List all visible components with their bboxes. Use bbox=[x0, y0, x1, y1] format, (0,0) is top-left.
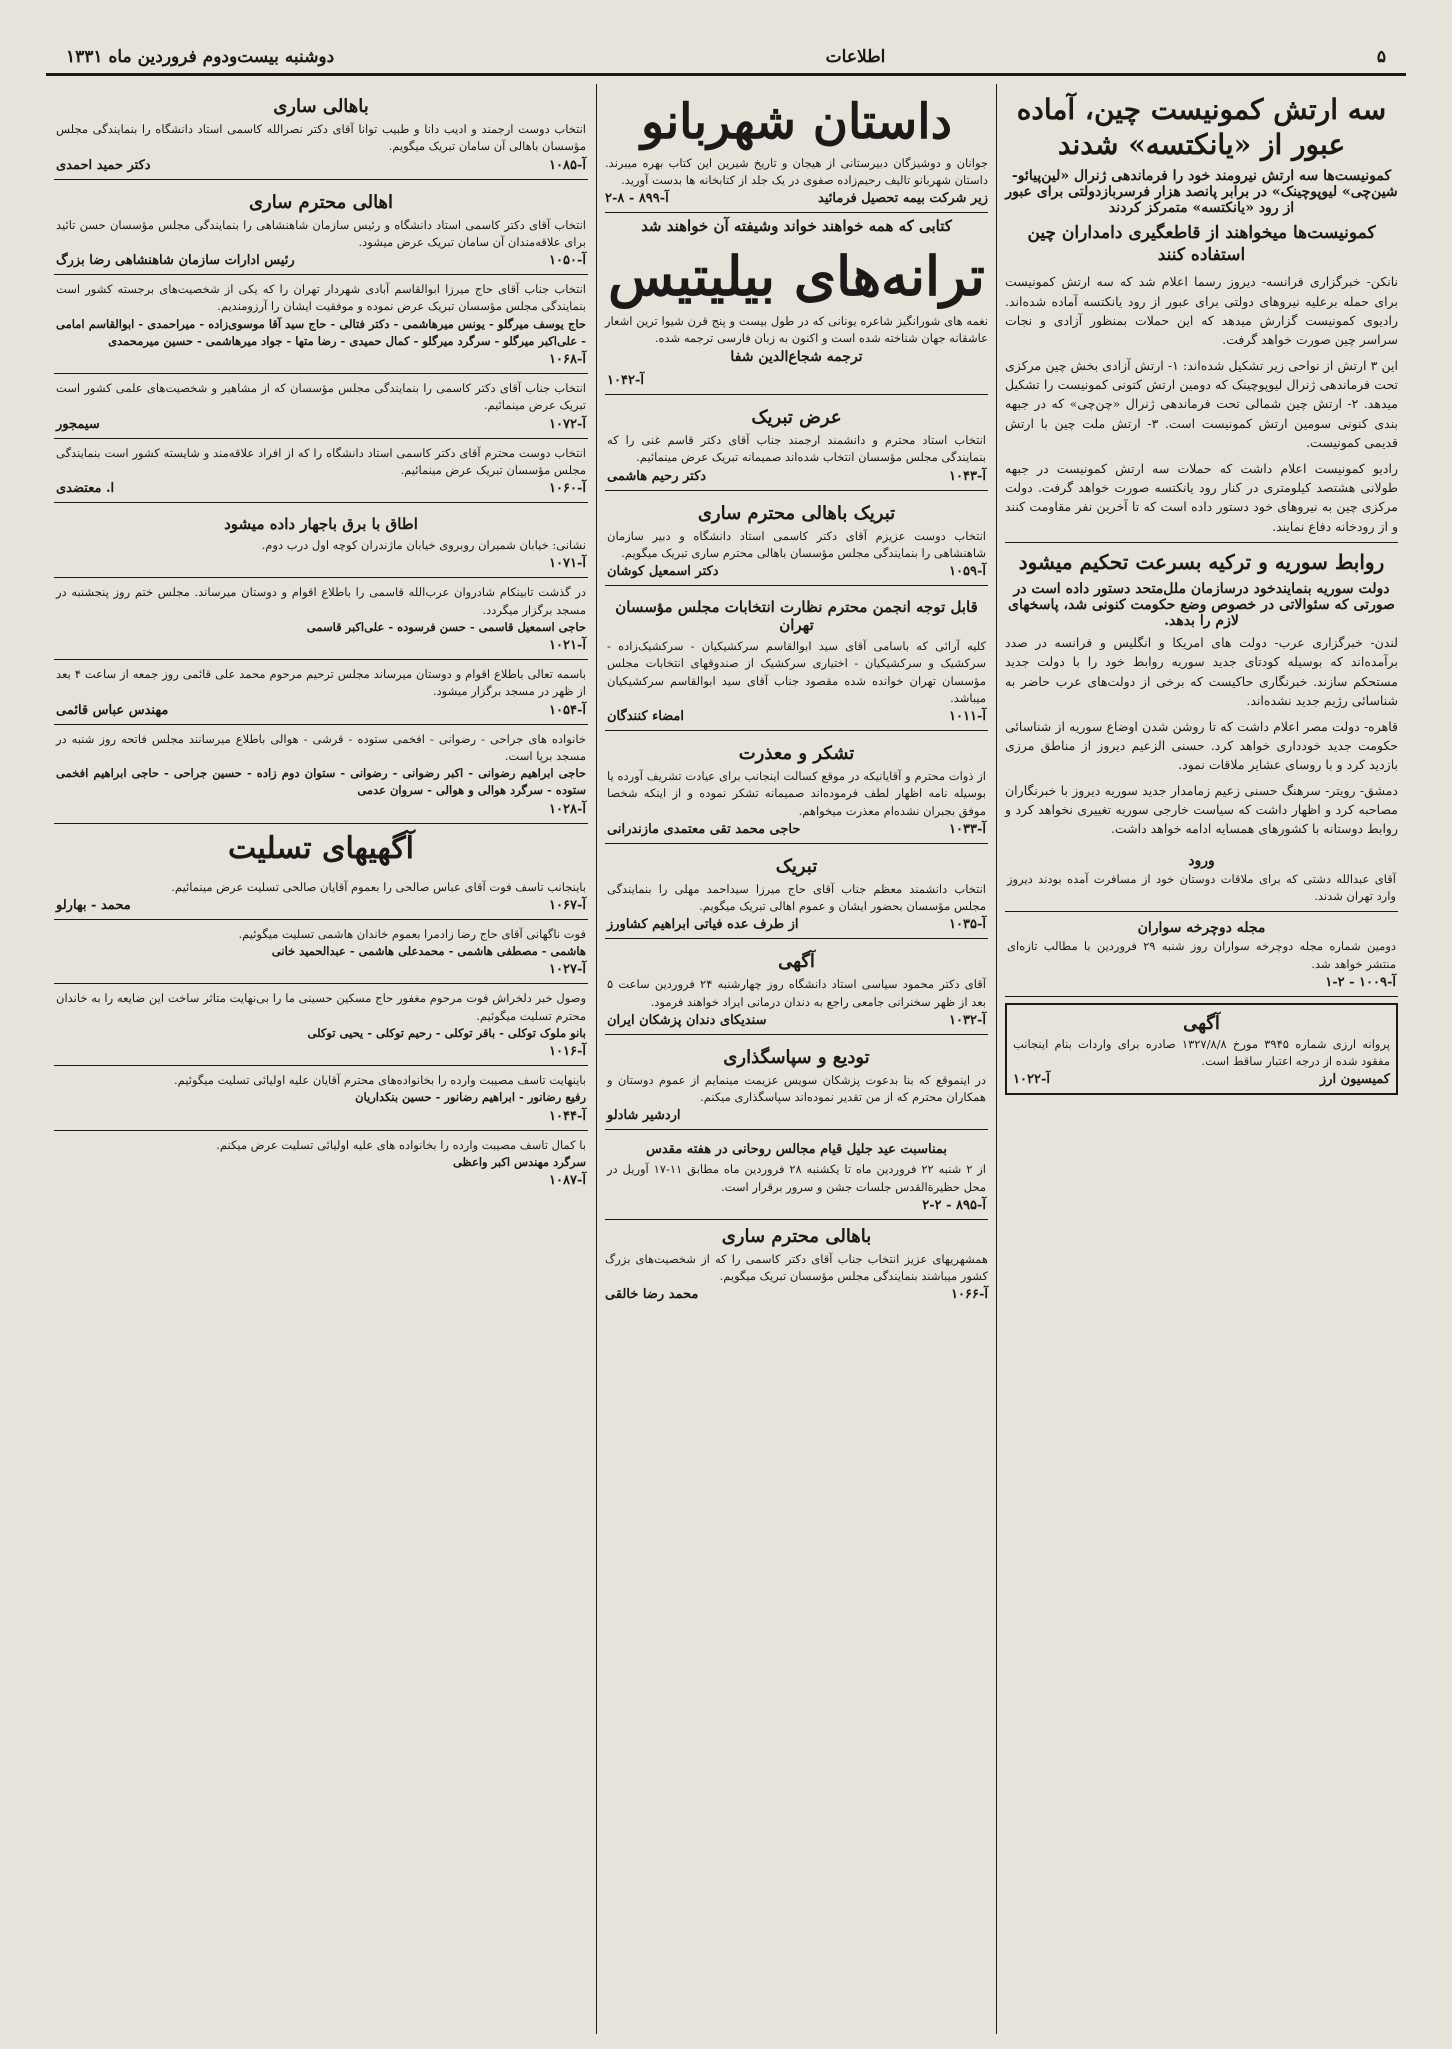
sari-bottom-notice: باهالی محترم ساری همشهریهای عزیز انتخاب جناب آقای دکتر کاسمی را که از شخصیت‌های بزرگ کشور میباشند بنمایندگی مجلس مؤسسان تبریک میگویم. آ-۱۰۶۶ محمد رضا خالقی bbox=[605, 1225, 988, 1303]
death-notice-2: باسمه تعالی باطلاع اقوام و دوستان میرساند مجلس ترحیم مرحوم محمد علی قائمی روز جمعه از ساعت ۴ بعد از ظهر در مسجد برگزار میشود. آ-۱۰۵۴ مهندس عباس قائمی bbox=[54, 660, 588, 725]
article-syria-p1: لندن- خبرگزاری عرب- دولت های امریکا و انگلیس و فرانسه در صدد برآمده‌اند که بوسیله کودتای جدید سوریه روابط خود را با دولت جدید مستحکم سازند. خبرنگاری حاکیست که برخی از دولت‌های عرب حاضر به شناسائی رژیم جدید نشده‌اند. bbox=[1005, 635, 1398, 709]
tabrik-notice: تبریک انتخاب دانشمند معظم جناب آقای حاج میرزا سیداحمد مهلی را بنمایندگی مجلس مؤسسان بحضور ایشان و عموم اهالی تبریک میگویم. آ-۱۰۳۵ از طرف عده فیاتی ابراهیم کشاورز bbox=[605, 844, 988, 940]
book-ad-line: کتابی که همه خواهند خواند وشیفته آن خواهند شد bbox=[605, 212, 988, 235]
room-rent-ad: اطاق با برق باجهار داده میشود نشانی: خیابان شمیران روبروی خیابان ماژندران کوچه اول درب دوم. آ-۱۰۷۱ bbox=[54, 503, 588, 578]
sari-notice-2: اهالی محترم ساری انتخاب آقای دکتر کاسمی استاد دانشگاه و رئیس سازمان شاهنشاهی را بنمایندگی مجلس مؤسسان حسن تائید برای علاقه‌مندان آن سامان تبریک عرض میشود. آ-۱۰۵۰ رئیس ادارات سازمان شاهنشاهی رضا بزرگ bbox=[54, 180, 588, 276]
farewell-notice: تودیع و سپاسگذاری در اینموقع که بنا بدعوت پزشکان سویس عزیمت مینمایم از عموم دوستان و همکاران محترم که از من تقدیر نموده‌اند سپاسگذاری میکنم. اردشیر شادلو bbox=[605, 1035, 988, 1131]
congrats-2: تبریک باهالی محترم ساری انتخاب دوست عزیزم آقای دکتر کاسمی استاد دانشگاه و دبیر سازمان شاهنشاهی را بنمایندگی مجلس مؤسسان باهالی محترم ساری تبریک میگویم. آ-۱۰۵۹ دکتر اسمعیل کوشان bbox=[605, 491, 988, 587]
subhead-china: کمونیست‌ها میخواهند از قاطعگیری دامداران چین استفاده کنند bbox=[1027, 223, 1376, 266]
article-china-p2: این ۳ ارتش از نواحی زیر تشکیل شده‌اند: ۱- ارتش آزادی بخش چین مرکزی تحت فرماندهی ژنرال لیوپوچینک که دومین ارتش کتونی کمونیست را تشکیل میدهد. ۲- ارتش چین شمالی تحت فرماندهی ژنرال «چن‌چی» که در جبهه بندی کنونی سومین ارتش کمونیست است. ۳- ارتش ملت چین با ارتش قدیمی کمونیست. bbox=[1005, 357, 1398, 451]
article-china-p3: رادیو کمونیست اعلام داشت که حملات سه ارتش کمونیست در جبهه طولانی هشتصد کیلومتری در کنار رود یانکتسه صورت خواهد گرفت. دولت مرکزی چین به نیروهای خود دستور داده است که تا آخرین نفر مقاومت کنند و از رودخانه دفاع نمایند. bbox=[1005, 460, 1398, 534]
issue-date: دوشنبه بیست‌ودوم فروردین ماه ۱۳۳۱ bbox=[66, 46, 335, 67]
congrats-1: عرض تبریک انتخاب استاد محترم و دانشمند ارجمند جناب آقای دکتر قاسم غنی را که بنمایندگی مجلس مؤسسان انتخاب شده‌اند صمیمانه تبریک عرض مینمائیم. آ-۱۰۴۳ دکتر رحیم هاشمی bbox=[605, 395, 988, 491]
cyclists-magazine-notice: مجله دوچرخه سواران دومین شماره مجله دوچرخه سواران روز شنبه ۲۹ فروردین با مطالب تازه‌ای منتشر خواهد شد. آ-۱۰۰۹ - ۲-۱ bbox=[1005, 912, 1398, 997]
songs-translator: ترجمه شجاع‌الدین شفا bbox=[730, 349, 863, 366]
condolence-rezvan: باینهایت تاسف مصیبت وارده را بخانواده‌های محترم آقایان علیه اولیائی تسلیت میگوئیم. رفیع رضانور - ابراهیم رضانور - حسین بنکداریان آ-۱۰۴۴ bbox=[54, 1066, 588, 1131]
lead-china: کمونیست‌ها سه ارتش نیرومند خود را فرماندهی ژنرال «لین‌پیائو-شین‌چی» لیوپوچینک» در برابر پانصد هزار فرسربازدولتی برای عبور از رود «یانکتسه» متمرکز کردند bbox=[1005, 168, 1398, 216]
thanks-notice: تشکر و معذرت از ذوات محترم و آقایانیکه در موقع کسالت اینجانب برای عیادت تشریف آورده یا بوسیله نامه اظهار لطف فرموده‌اند صمیمانه تشکر نموده و از اینکه شخصا موفق بجبران نشده‌ام معذرت میخواهم. آ-۱۰۳۳ حاجی محمد تقی معتمدی مازندرانی bbox=[605, 731, 988, 844]
headline-china: سه ارتش کمونیست چین، آماده عبور از «یانکتسه» شدند bbox=[1016, 93, 1387, 161]
article-china-p1: نانکن- خبرگزاری فرانسه- دیروز رسما اعلام شد که سه ارتش کمونیست برای حمله برعلیه نیروهای دولتی برای عبور از رود یانکتسه آماده شده‌اند. رادیوی کمونیست گزارش میدهد که این حملات بمنظور آزادی و نجات سراسر چین صورت خواهد گرفت. bbox=[1005, 274, 1398, 348]
condolence-last: با کمال تاسف مصیبت وارده را بخانواده های علیه اولیائی تسلیت عرض میکنم. سرگرد مهندس اکبر واعظی آ-۱۰۸۷ bbox=[216, 1137, 586, 1188]
tehran-notice: انتخاب جناب آقای حاج میرزا ابوالقاسم آبادی شهردار تهران را که یکی از شخصیت‌های برجسته کشور است بنمایندگی مجلس مؤسسان تبریک عرض نموده و موفقیت ایشان را آرزومندیم. حاج یوسف میرگلو - یونس میرهاشمی - دکتر فتالی - حاج سید آقا موسوی‌زاده - میراحمدی - ابوالقاسم امامی - علی‌اکبر میرگلو - سرگرد میرگلو - کمال حمیدی - رضا متها - جواد میرهاشمی - حسین میرمحمدی آ-۱۰۶۸ bbox=[54, 275, 588, 374]
songs-text: نغمه های شورانگیز شاعره یونانی که در طول بیست و پنج قرن شیوا ترین اشعار عاشقانه جهان شناخته شده است و اکنون به زبان فارسی ترجمه شده. bbox=[605, 313, 988, 345]
friend-notice: انتخاب دوست محترم آقای دکتر کاسمی استاد دانشگاه را که از افراد علاقه‌مند و شایسته کشور است بنمایندگی مجلس مؤسسان تبریک عرض مینمائیم. آ-۱۰۶۰ ا. معتضدی bbox=[54, 439, 588, 504]
election-council-notice: قابل توجه انجمن محترم نظارت انتخابات مجلس مؤسسان تهران کلیه آرائی که باسامی آقای سید ابوالقاسم سرکشیکیان - سرکشیک‌زاده - سرکشیک و سرکشیکیان - اختیاری سرکشیک از صندوقهای انتخابات مجلس مؤسسان تهران خوانده شده مقصود جناب آقای سید ابوالقاسم سرکشیکیان میباشد. آ-۱۰۱۱ امضاء کنندگان bbox=[605, 586, 988, 731]
serial-title: داستان شهربانو bbox=[641, 94, 952, 150]
middle-column: داستان شهربانو جوانان و دوشیزگان دبیرستانی از هیجان و تاریخ شیرین این کتاب بهره میبرند. داستان شهربانو تالیف رحیم‌زاده صفوی در یک جلد از کتابخانه ها بدست آورید. زیر شرکت بیمه تحصیل فرمائید آ-۸۹۹ - ۸-۲ کتابی که همه خواهند خواند وشیفته آن خواهند شد ترانه‌های بیلیتیس نغمه های شورانگیز شاعره یونانی که در طول بیست و پنج قرن شیوا ترین اشعار عاشقانه جهان شناخته شده است و اکنون به زبان فارسی ترجمه شده. ترجمه شجاع‌الدین شفا آ-۱۰۴۲ عرض تبریک انتخاب استاد محترم و دانشمند ارجمند جناب آقای دکتر قاسم غنی را که بنمایندگی مجلس مؤسسان انتخاب شده‌اند صمیمانه تبریک عرض مینمائیم. آ-۱۰۴۳ دکتر رحیم هاشمی تبریک باهالی محترم ساری انتخاب دوست عزیزم آقای دکتر کاسمی استاد دانشگاه و دبیر سازمان شاهنشاهی را بنمایندگی مجلس مؤسسان باهالی محترم ساری تبریک میگویم. آ-۱۰۵۹ دکتر اسمعیل کوشان قابل توجه انجمن محترم نظارت انتخابات مجلس مؤسسان تهران کلیه آرائی که باسامی آقای سید ابوالقاسم سرکشیکیان - سرکشیک‌زاده - سرکشیک و سرکشیکیان - اختیاری سرکشیک از صندوقهای انتخابات مجلس مؤسسان تهران خوانده شده مقصود جناب آقای سید ابوالقاسم سرکشیکیان میباشد. آ-۱۰۱۱ امضاء کنندگان تشکر و معذرت از ذوات محترم و آقایانیکه در موقع کسالت اینجانب برای عیادت تشریف آورده یا بوسیله نامه اظهار لطف فرموده‌اند صمیمانه تشکر نموده و از اینکه شخصا موفق بجبران نشده‌ام معذرت میخواهم. آ-۱۰۳۳ حاجی محمد تقی معتمدی مازندرانی تبریک انتخاب دانشمند معظم جناب آقای حاج میرزا سیداحمد مهلی را بنمایندگی مجلس مؤسسان بحضور ایشان و عموم اهالی تبریک میگویم. آ-۱۰۳۵ از طرف عده فیاتی ابراهیم کشاورز آگهی آقای دکتر محمود سیاسی استاد دانشگاه روز چهارشنبه ۲۴ فروردین ساعت ۵ بعد از ظهر سخنرانی جامعی راجع به دندان درمانی ایراد خواهند فرمود. آ-۱۰۳۲ سندیکای دندان پزشکان ایران تودیع و سپاسگذاری در اینموقع که بنا بدعوت پزشکان سویس عزیمت مینمایم از عموم دوستان و همکاران محترم که از من تقدیر نموده‌اند سپاسگذاری میکنم. اردشیر شادلو بمناسبت عید جلیل قیام مجالس روحانی در هفته مقدس از ۲ شنبه ۲۲ فروردین ماه تا یکشنبه ۲۸ فروردین ماه مطابق ۱۱-۱۷ آوریل در محل حظیرة‌القدس جلسات جشن و سرور برقرار است. آ-۸۹۵ - ۲-۲ باهالی محترم ساری همشهریهای عزیز انتخاب جناب آقای دکتر کاسمی را که از شخصیت‌های بزرگ کشور میباشند بنمایندگی مجلس مؤسسان تبریک میگویم. آ-۱۰۶۶ محمد رضا خالقی bbox=[596, 84, 996, 2034]
serial-text: جوانان و دوشیزگان دبیرستانی از هیجان و تاریخ شیرین این کتاب بهره میبرند. داستان شهربانو تالیف رحیم‌زاده صفوی در یک جلد از کتابخانه ها بدست آورید. bbox=[605, 155, 988, 188]
currency-notice: آگهی پروانه ارزی شماره ۳۹۴۵ مورخ ۱۳۲۷/۸/۸ صادره برای واردات بنام اینجانب مفقود شده از درجه اعتبار ساقط است. کمیسیون ارز آ-۱۰۲۲ bbox=[1005, 1003, 1398, 1096]
songs-title: ترانه‌های بیلیتیس bbox=[608, 244, 985, 309]
condolence-heading: آگهیهای تسلیت bbox=[228, 830, 414, 866]
condolence-1: باینجانب تاسف فوت آقای عباس صالحی را بعموم آقایان صالحی تسلیت عرض مینمائیم. آ-۱۰۶۷ محمد - بهارلو bbox=[54, 873, 588, 920]
arrival-notice: ورود آقای عبدالله دشتی که برای ملاقات دوستان خود از مسافرت آمده بودند دیروز وارد تهران شدند. bbox=[1005, 845, 1398, 913]
masthead bbox=[46, 40, 1406, 76]
headline-syria: روابط سوریه و ترکیه بسرعت تحکیم میشود bbox=[1018, 550, 1385, 575]
lead-syria: دولت سوریه بنمایندخود درسازمان ملل‌متحد دستور داده است در صورتی که سئوالاتی در خصوص وضع حکومت کنونی شد، پاسخهای لازم را بدهد. bbox=[1008, 581, 1395, 630]
death-notice-1: در گذشت تابینکام شادروان عرب‌الله قاسمی را باطلاع اقوام و دوستان میرساند. مجلس ختم روز پنجشنبه در مسجد برگزار میگردد. حاجی اسمعیل قاسمی - حسن فرسوده - علی‌اکبر قاسمی آ-۱۰۲۱ bbox=[54, 578, 588, 660]
families-notice: خانواده های جراحی - رضوانی - افخمی ستوده - قرشی - هوالی باطلاع میرسانند مجلس فاتحه روز شنبه در مسجد برپا است. حاجی ابراهیم رضوانی - اکبر رضوانی - رضوانی - ستوان دوم زاده - حسین جراحی - حاجی ابراهیم افخمی ستوده - سرگرد هوالی و هوالی - سروان عدمی آ-۱۰۲۸ bbox=[54, 725, 588, 824]
condolence-tavakoli: وصول خبر دلخراش فوت مرحوم مغفور حاج مسکین حسینی ما را بی‌نهایت متاثر ساخت این ضایعه را به خاندان محترم تسلیت میگوئیم. بانو ملوک توکلی - باقر توکلی - رحیم توکلی - یحیی توکلی آ-۱۰۱۶ bbox=[54, 984, 588, 1066]
article-syria-p2: قاهره- دولت مصر اعلام داشت که تا روشن شدن اوضاع سوریه از شناسائی حکومت جدید خودداری خواهد کرد. حسنی الزعیم دیروز از مناطق مرزی بازدید کرد و با روسای عشایر ملاقات نمود. bbox=[1005, 718, 1398, 773]
sari-notice: باهالی ساری انتخاب دوست ارجمند و ادیب دانا و طبیب توانا آقای دکتر نصرالله کاسمی استاد دانشگاه را بنمایندگی مجلس مؤسسان باهالی آن سامان تبریک میگویم. آ-۱۰۸۵ دکتر حمید احمدی bbox=[54, 84, 588, 180]
page-number: ۵ bbox=[1376, 46, 1386, 67]
left-column bbox=[46, 84, 596, 2034]
eid-notice: بمناسبت عید جلیل قیام مجالس روحانی در هفته مقدس از ۲ شنبه ۲۲ فروردین ماه تا یکشنبه ۲۸ فروردین ماه مطابق ۱۱-۱۷ آوریل در محل حظیرة‌القدس جلسات جشن و سرور برقرار است. آ-۸۹۵ - ۲-۲ bbox=[605, 1130, 988, 1220]
article-syria-p3: دمشق- رویتر- سرهنگ حسنی زعیم زمامدار جدید سوریه دیروز با خبرنگاران مصاحبه کرد و اظهار داشت که سیاست خارجی سوریه تغییری نخواهد کرد و روابط دوستانه با کشورهای همسایه ادامه خواهد داشت. bbox=[1005, 782, 1398, 837]
kasemi-notice: انتخاب جناب آقای دکتر کاسمی را بنمایندگی مجلس مؤسسان که از مشاهیر و شخصیت‌های علمی کشور است تبریک عرض مینمائیم. آ-۱۰۷۲ سیمجور bbox=[54, 374, 588, 439]
right-column bbox=[996, 84, 1406, 2034]
condolence-hashemi: فوت ناگهانی آقای حاج رضا زادمرا بعموم خاندان هاشمی تسلیت میگوئیم. هاشمی - مصطفی هاشمی - محمدعلی هاشمی - عبدالحمید خانی آ-۱۰۲۷ bbox=[54, 920, 588, 985]
paper-name: اطلاعات bbox=[825, 46, 886, 67]
dental-lecture-notice: آگهی آقای دکتر محمود سیاسی استاد دانشگاه روز چهارشنبه ۲۴ فروردین ساعت ۵ بعد از ظهر سخنرانی جامعی راجع به دندان درمانی ایراد خواهند فرمود. آ-۱۰۳۲ سندیکای دندان پزشکان ایران bbox=[605, 939, 988, 1035]
